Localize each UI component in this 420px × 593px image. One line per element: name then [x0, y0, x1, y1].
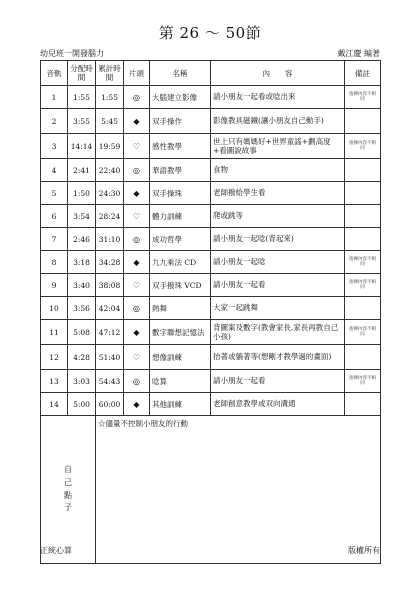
cumulative-time-cell: 54:43 [96, 370, 124, 393]
track-cell: 6 [41, 205, 68, 228]
course-subtitle: 幼兒班一開發腦力 [40, 49, 104, 58]
track-cell: 8 [41, 251, 68, 274]
remark-cell: 指揮內容不相同 [345, 274, 381, 297]
cumulative-time-cell: 42:04 [96, 297, 124, 320]
cumulative-time-cell: 31:10 [96, 228, 124, 251]
alloc-time-cell: 3:54 [68, 205, 96, 228]
name-cell: 双手撥珠 VCD [150, 274, 211, 297]
remark-cell [345, 345, 381, 370]
alloc-time-cell: 3:56 [68, 297, 96, 320]
content-cell: 爬或跳等 [211, 205, 345, 228]
track-cell: 14 [41, 393, 68, 416]
alloc-time-cell: 2:41 [68, 159, 96, 182]
content-cell: 影像教具磁鐵(讓小朋友自己動手) [211, 109, 345, 134]
track-cell: 1 [41, 86, 68, 109]
remark-cell: 指揮內容不相同 [345, 370, 381, 393]
name-cell: 双手操珠 [150, 182, 211, 205]
header-alloc-time: 分配時間 [68, 61, 96, 86]
track-cell: 12 [41, 345, 68, 370]
remark-cell [345, 228, 381, 251]
alloc-time-cell: 3:18 [68, 251, 96, 274]
alloc-time-cell: 2:46 [68, 228, 96, 251]
alloc-time-cell: 14:14 [68, 134, 96, 159]
filled-diamond-icon: ◆ [124, 320, 150, 345]
name-cell: 體力訓練 [150, 205, 211, 228]
content-cell: 食物 [211, 159, 345, 182]
name-cell: 双手操作 [150, 109, 211, 134]
header-name: 名稱 [150, 61, 211, 86]
header-slice: 片頭 [124, 61, 150, 86]
cumulative-time-cell: 34:28 [96, 251, 124, 274]
notes-text: ☆儘量不控制小朋友的行動 [98, 419, 188, 428]
cumulative-time-cell: 1:55 [96, 86, 124, 109]
alloc-time-cell: 4:28 [68, 345, 96, 370]
cumulative-time-cell: 60:00 [96, 393, 124, 416]
content-cell: 請小朋友一起看 [211, 274, 345, 297]
content-cell: 請小朋友一起看或唸出來 [211, 86, 345, 109]
alloc-time-cell: 3:03 [68, 370, 96, 393]
footer-brand: 正統心算 [40, 546, 72, 555]
page-title: 第 26 ～ 50節 [158, 24, 262, 42]
author-credit: 戴江慶 編著 [337, 49, 380, 58]
double-circle-icon: ◎ [124, 86, 150, 109]
cumulative-time-cell: 24:30 [96, 182, 124, 205]
remark-cell [345, 393, 381, 416]
table-row [41, 228, 381, 251]
track-cell: 5 [41, 182, 68, 205]
heart-outline-icon: ♡ [124, 274, 150, 297]
double-circle-icon: ◎ [124, 297, 150, 320]
filled-diamond-icon: ◆ [124, 251, 150, 274]
header-track: 音軌 [41, 61, 68, 86]
track-cell: 10 [41, 297, 68, 320]
table-row [41, 159, 381, 182]
table-row [41, 297, 381, 320]
table-row [41, 345, 381, 370]
name-cell: 大腦建立影像 [150, 86, 211, 109]
remark-cell [345, 205, 381, 228]
remark-cell: 指揮內容不相同 [345, 320, 381, 345]
track-cell: 13 [41, 370, 68, 393]
name-cell: 數字聯想記憶法 [150, 320, 211, 345]
remark-cell [345, 297, 381, 320]
remark-cell: 指揮內容不相同 [345, 134, 381, 159]
cumulative-time-cell: 22:40 [96, 159, 124, 182]
remark-cell: 指揮內容不相同 [345, 86, 381, 109]
name-cell: 九九乘法 CD [150, 251, 211, 274]
table-row [41, 182, 381, 205]
notes-area [96, 416, 381, 564]
remark-cell [345, 159, 381, 182]
filled-diamond-icon: ◆ [124, 182, 150, 205]
heart-outline-icon: ♡ [124, 205, 150, 228]
name-cell: 熱舞 [150, 297, 211, 320]
name-cell: 成功哲學 [150, 228, 211, 251]
content-cell: 背圖案及數字(教會家長,家長再教自己小孩) [211, 320, 345, 345]
filled-diamond-icon: ◆ [124, 393, 150, 416]
name-cell: 想像訓練 [150, 345, 211, 370]
content-cell: 老師撥給學生看 [211, 182, 345, 205]
cumulative-time-cell: 47:12 [96, 320, 124, 345]
schedule-table [40, 60, 381, 564]
alloc-time-cell: 5:00 [68, 393, 96, 416]
cumulative-time-cell: 5:45 [96, 109, 124, 134]
cumulative-time-cell: 38:08 [96, 274, 124, 297]
track-cell: 11 [41, 320, 68, 345]
cumulative-time-cell: 19:59 [96, 134, 124, 159]
cumulative-time-cell: 51:40 [96, 345, 124, 370]
table-row [41, 370, 381, 393]
alloc-time-cell: 1:50 [68, 182, 96, 205]
track-cell: 9 [41, 274, 68, 297]
table-row [41, 109, 381, 134]
heart-outline-icon: ♡ [124, 134, 150, 159]
content-cell: 請小朋友一起看 [211, 370, 345, 393]
cumulative-time-cell: 28:24 [96, 205, 124, 228]
name-cell: 華語教學 [150, 159, 211, 182]
remark-cell [345, 182, 381, 205]
table-row [41, 134, 381, 159]
table-header-row [41, 61, 381, 86]
content-cell: 請小朋友一起唸(背起來) [211, 228, 345, 251]
name-cell: 感性教學 [150, 134, 211, 159]
header-cumulative-time: 累計時間 [96, 61, 124, 86]
notes-row [41, 416, 381, 564]
track-cell: 7 [41, 228, 68, 251]
notes-label: 自 己 點 子 [41, 416, 96, 564]
double-circle-icon: ◎ [124, 159, 150, 182]
alloc-time-cell: 3:40 [68, 274, 96, 297]
heart-outline-icon: ♡ [124, 345, 150, 370]
track-cell: 3 [41, 134, 68, 159]
footer-copyright: 版權所有 [348, 546, 380, 555]
alloc-time-cell: 3:55 [68, 109, 96, 134]
content-cell: 抬著或躺著等(想剛才教學過的畫面) [211, 345, 345, 370]
header-remarks: 備註 [345, 61, 381, 86]
table-row [41, 274, 381, 297]
double-circle-icon: ◎ [124, 228, 150, 251]
table-row [41, 86, 381, 109]
table-row [41, 251, 381, 274]
name-cell: 唸算 [150, 370, 211, 393]
table-row [41, 393, 381, 416]
filled-diamond-icon: ◆ [124, 109, 150, 134]
alloc-time-cell: 1:55 [68, 86, 96, 109]
content-cell: 請小朋友一起唸 [211, 251, 345, 274]
content-cell: 老師創意教學或双向溝通 [211, 393, 345, 416]
table-row [41, 205, 381, 228]
table-row [41, 320, 381, 345]
track-cell: 4 [41, 159, 68, 182]
name-cell: 其他訓練 [150, 393, 211, 416]
header-content: 內 容 [211, 61, 345, 86]
content-cell: 世上只有媽媽好+世界童謠+劃高度+看圖說故事 [211, 134, 345, 159]
remark-cell [345, 109, 381, 134]
remark-cell: 指揮內容不相同 [345, 251, 381, 274]
double-circle-icon: ◎ [124, 370, 150, 393]
content-cell: 大家一起跳舞 [211, 297, 345, 320]
track-cell: 2 [41, 109, 68, 134]
alloc-time-cell: 5:08 [68, 320, 96, 345]
